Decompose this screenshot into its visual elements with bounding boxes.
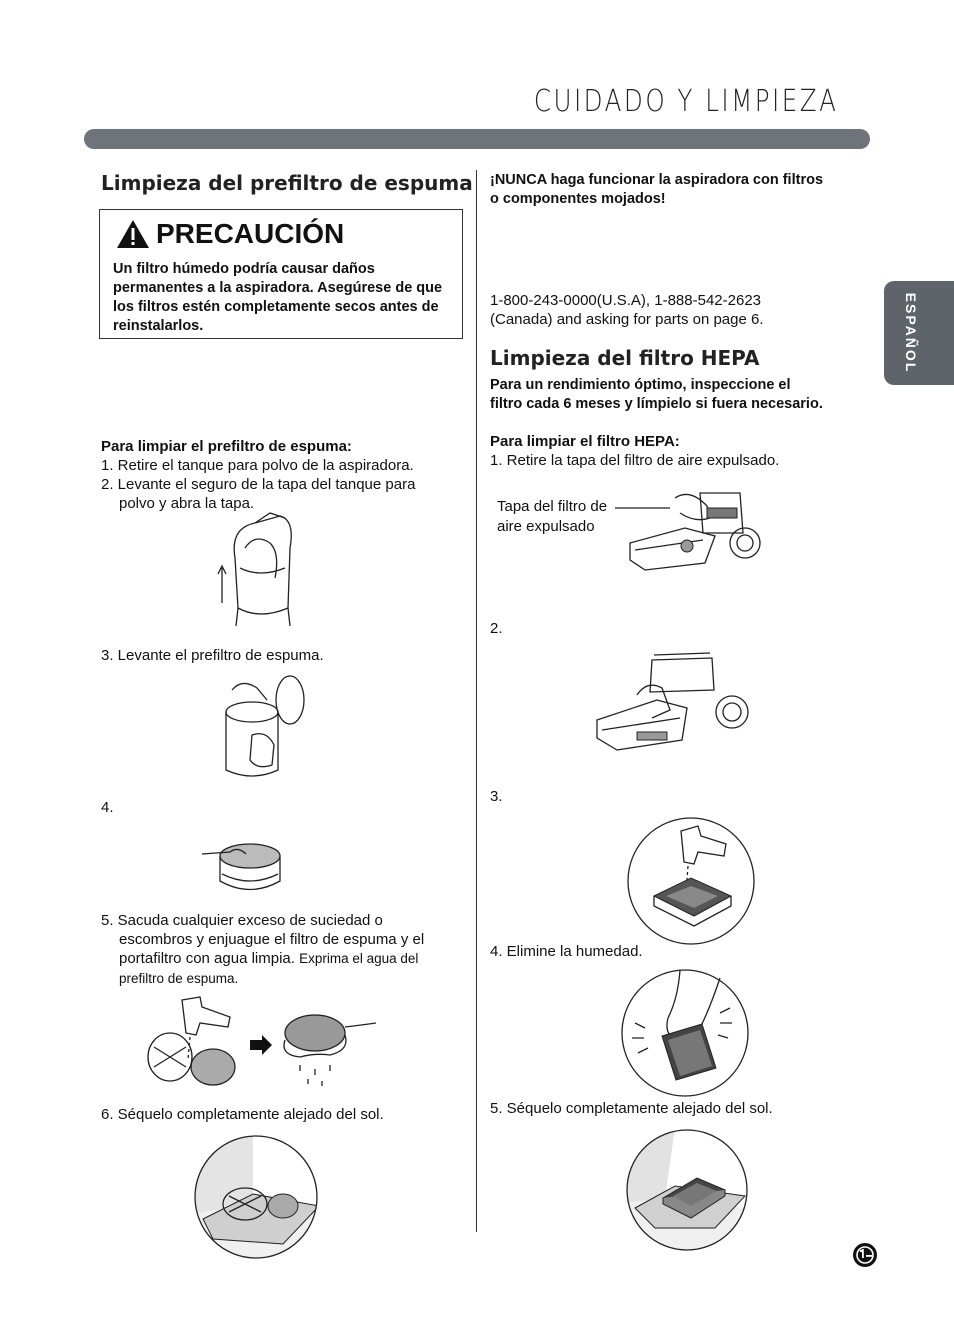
foam-filter-illustration [200,836,300,900]
hepa-step-4: 4. Elimine la humedad. [490,943,643,960]
shake-hepa-illustration [620,968,750,1098]
dry-prefilter-illustration [193,1134,319,1260]
prefilter-step-2a: 2. Levante el seguro de la tapa del tanque para [101,476,416,493]
prefilter-step-5c-text: portafiltro con agua limpia. [119,950,295,967]
hepa-steps-title: Para limpiar el filtro HEPA: [490,433,680,450]
prefilter-step-6: 6. Séquelo completamente alejado del sol. [101,1106,384,1123]
lg-logo-icon [852,1242,878,1268]
rinse-squeeze-illustration [140,995,380,1095]
column-divider [476,170,477,1232]
lg-logo [852,1242,878,1268]
prefilter-step-2b: polvo y abra la tapa. [119,495,255,512]
phone-line-1: 1-800-243-0000(U.S.A), 1-888-542-2623 [490,292,762,309]
prefilter-step-1: 1. Retire el tanque para polvo de la aspiradora. [101,457,414,474]
warning-line-1: ¡NUNCA haga funcionar la aspiradora con filtros [490,172,824,188]
phone-line-2: (Canada) and asking for parts on page 6. [490,311,764,328]
caution-title-text: PRECAUCIÓN [156,218,345,249]
warning-line-2: o componentes mojados! [490,191,666,207]
foam-prefilter-heading: Limpieza del prefiltro de espuma [101,171,473,195]
lift-prefilter-illustration [212,670,312,786]
caution-text: Un filtro húmedo podría causar daños permanentes a la aspiradora. Asegúrese de que los filtros estén completamente secos antes de reinstalarlos. [113,261,443,334]
hepa-step-1: 1. Retire la tapa del filtro de aire expulsado. [490,452,780,469]
prefilter-step-5d: prefiltro de espuma. [119,971,239,986]
prefilter-step-4: 4. [101,799,114,816]
dust-tank-lid-illustration [210,508,310,633]
prefilter-steps-title: Para limpiar el prefiltro de espuma: [101,438,352,455]
caution-box [99,209,463,339]
hepa-intro-line-2: filtro cada 6 meses y límpielo si fuera necesario. [490,396,823,412]
header-bar [84,129,870,149]
prefilter-step-5c-small: Exprima el agua del [299,951,419,966]
callout-line-1: Tapa del filtro de [497,498,608,515]
rinse-hepa-illustration [626,816,756,946]
hepa-step-2: 2. [490,620,503,637]
dry-hepa-illustration [625,1128,749,1252]
prefilter-step-3: 3. Levante el prefiltro de espuma. [101,647,324,664]
prefilter-step-5c [101,949,418,969]
language-tab-label: ESPAÑOL [903,292,919,374]
hepa-removal-illustration [592,650,752,755]
exhaust-cover-illustration [615,488,765,588]
hepa-step-5: 5. Séquelo completamente alejado del sol. [490,1100,773,1117]
caution-title [116,218,344,250]
hepa-heading: Limpieza del filtro HEPA [490,346,760,370]
hepa-intro-line-1: Para un rendimiento óptimo, inspeccione el [490,377,791,393]
page-title: CUIDADO Y LIMPIEZA [533,84,838,119]
language-tab [884,281,954,385]
warning-icon [116,219,150,249]
prefilter-step-5b: escombros y enjuague el filtro de espuma y el [119,931,425,948]
callout-line-2: aire expulsado [497,518,595,535]
prefilter-step-5a: 5. Sacuda cualquier exceso de suciedad o [101,912,383,929]
hepa-step-3: 3. [490,788,503,805]
